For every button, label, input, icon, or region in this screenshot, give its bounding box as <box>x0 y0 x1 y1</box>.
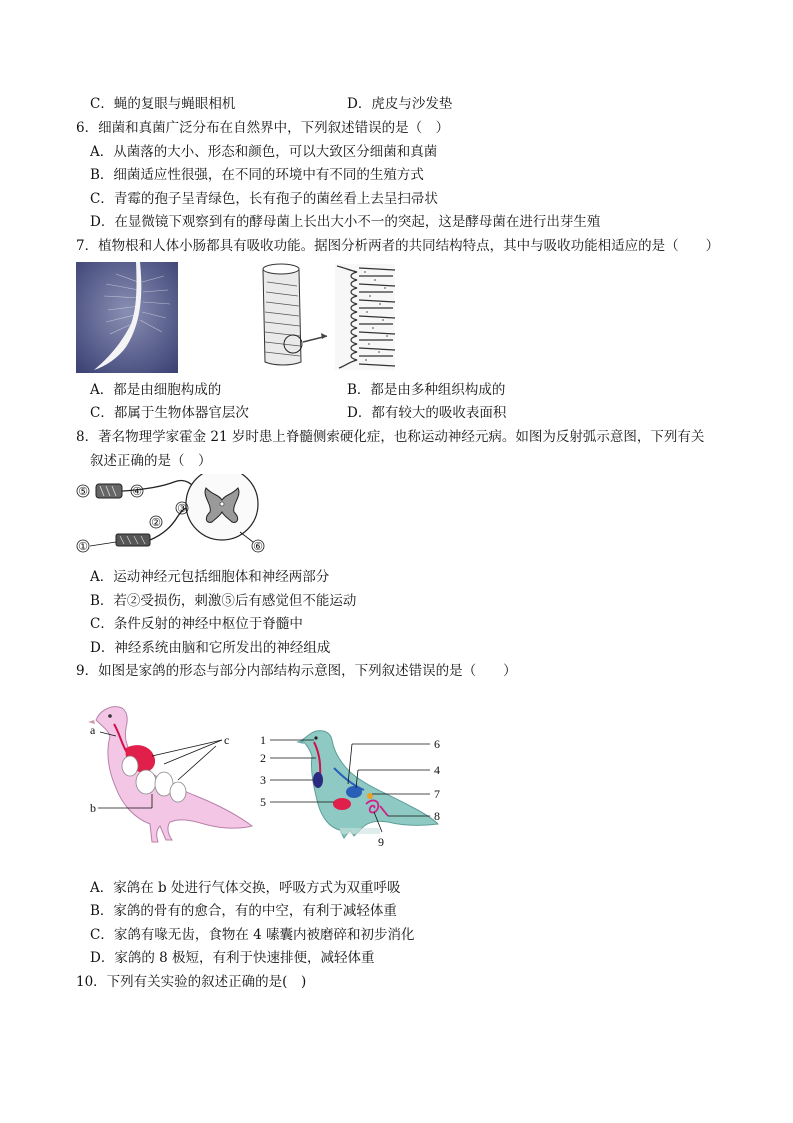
label-c: c <box>224 733 230 747</box>
q7-stem: 7．植物根和人体小肠都具有吸收功能。据图分析两者的共同结构特点，其中与吸收功能相适应的是（ ） <box>76 238 720 254</box>
root-hair-photo <box>76 262 178 373</box>
q8-stem-line1: 8．著名物理学家霍金 21 岁时患上脊髓侧索硬化症，也称运动神经元病。如图为反射弧示意图，下列有关 <box>76 429 705 445</box>
label-2: ② <box>151 517 161 529</box>
q10-stem: 10．下列有关实验的叙述正确的是( ) <box>76 974 307 990</box>
label-2: 2 <box>260 751 266 765</box>
reflex-arc-diagram <box>74 474 274 558</box>
label-6: ⑥ <box>253 541 263 553</box>
q8-stem-line2: 叙述正确的是（ ） <box>90 453 212 469</box>
q6-option-a: A．从菌落的大小、形态和颜色，可以大致区分细菌和真菌 <box>90 144 438 160</box>
q9-option-a: A．家鸽在 b 处进行气体交换，呼吸方式为双重呼吸 <box>90 880 401 896</box>
q7-option-b: B．都是由多种组织构成的 <box>347 382 506 398</box>
label-1: ① <box>78 541 88 553</box>
q8-option-a: A．运动神经元包括细胞体和神经两部分 <box>90 569 330 585</box>
label-5: ⑤ <box>78 486 88 498</box>
q5-option-d: D．虎皮与沙发垫 <box>347 96 453 112</box>
q6-option-d: D．在显微镜下观察到有的酵母菌上长出大小不一的突起，这是酵母菌在进行出芽生殖 <box>90 214 601 230</box>
q9-stem: 9．如图是家鸽的形态与部分内部结构示意图，下列叙述错误的是（ ） <box>76 663 517 679</box>
q9-option-d: D．家鸽的 8 极短，有利于快速排便，减轻体重 <box>90 950 375 966</box>
label-3: ③ <box>177 503 187 515</box>
label-4: ④ <box>132 486 142 498</box>
q8-option-c: C．条件反射的神经中枢位于脊髓中 <box>90 616 303 632</box>
label-7: 7 <box>434 787 440 801</box>
small-intestine-diagram <box>245 262 400 372</box>
q5-option-c: C．蝇的复眼与蝇眼相机 <box>90 96 236 112</box>
label-4: 4 <box>434 763 440 777</box>
q6-option-b: B．细菌适应性很强，在不同的环境中有不同的生殖方式 <box>90 167 424 183</box>
pigeon-internal-structure-diagram <box>258 728 448 852</box>
q8-option-d: D．神经系统由脑和它所发出的神经组成 <box>90 640 331 656</box>
label-9: 9 <box>378 835 384 849</box>
label-6: 6 <box>434 737 440 751</box>
label-8: 8 <box>434 809 440 823</box>
label-5: 5 <box>260 795 266 809</box>
q7-option-a: A．都是由细胞构成的 <box>90 382 222 398</box>
pigeon-outline-diagram <box>86 700 256 846</box>
label-1: 1 <box>260 733 266 747</box>
q7-option-d: D．都有较大的吸收表面积 <box>347 405 507 421</box>
q6-option-c: C．青霉的孢子呈青绿色，长有孢子的菌丝看上去呈扫帚状 <box>90 191 438 207</box>
q6-stem: 6．细菌和真菌广泛分布在自然界中，下列叙述错误的是（ ） <box>76 120 450 136</box>
q7-option-c: C．都属于生物体器官层次 <box>90 405 249 421</box>
label-b: b <box>90 801 96 815</box>
q9-option-c: C．家鸽有喙无齿，食物在 4 嗉囊内被磨碎和初步消化 <box>90 927 415 943</box>
label-a: a <box>90 723 96 737</box>
q8-option-b: B．若②受损伤，刺激⑤后有感觉但不能运动 <box>90 593 357 609</box>
label-3: 3 <box>260 773 266 787</box>
q9-option-b: B．家鸽的骨有的愈合，有的中空，有利于减轻体重 <box>90 903 397 919</box>
